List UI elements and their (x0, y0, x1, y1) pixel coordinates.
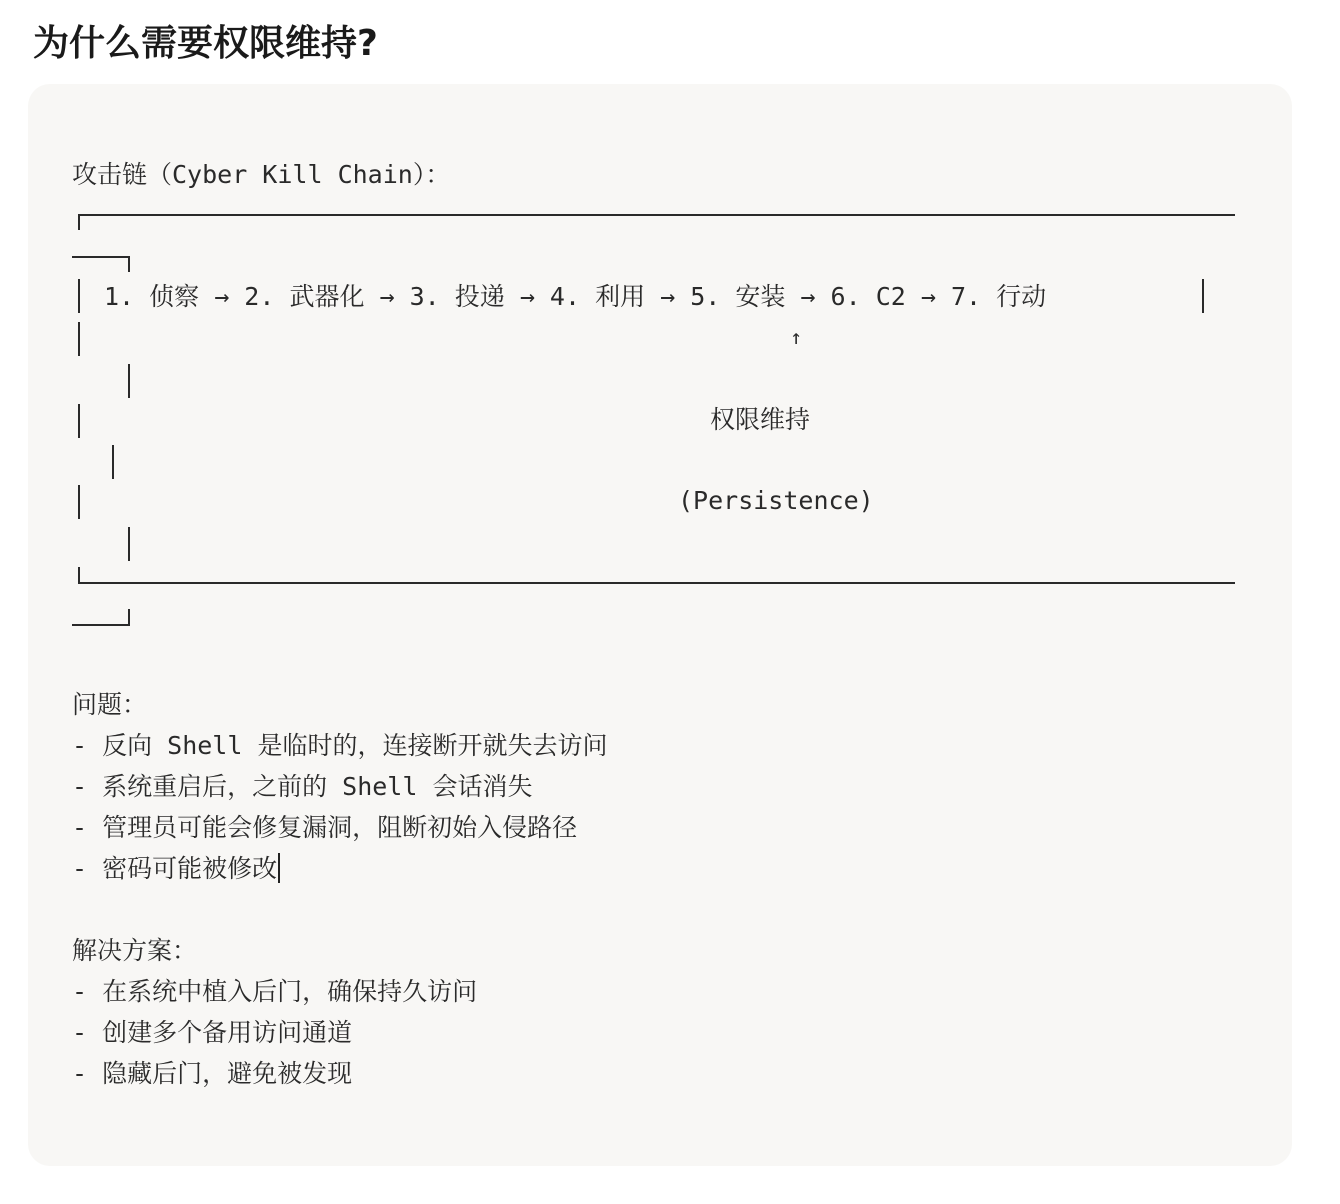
box-right-border (1202, 279, 1204, 313)
box-bottom-left-corner (78, 567, 80, 583)
box-right-border-wrap (128, 364, 130, 398)
problem-item: - 系统重启后，之前的 Shell 会话消失 (72, 772, 533, 801)
box-left-border (78, 322, 80, 356)
problem-item: - 反向 Shell 是临时的，连接断开就失去访问 (72, 731, 608, 760)
code-block[interactable] (28, 84, 1292, 1166)
box-top-left-corner (78, 214, 80, 230)
chain-steps: 1. 侦察 → 2. 武器化 → 3. 投递 → 4. 利用 → 5. 安装 → 6. C2 → 7. 行动 (104, 282, 1047, 311)
problem-item: - 管理员可能会修复漏洞，阻断初始入侵路径 (72, 813, 578, 842)
box-right-border-wrap (112, 445, 114, 479)
box-right-border-wrap (128, 527, 130, 561)
box-left-border (78, 279, 80, 313)
up-arrow: ↑ (790, 325, 803, 349)
box-top-border (78, 214, 1235, 216)
problem-item: - 密码可能被修改 (72, 854, 278, 883)
box-top-right-corner (128, 256, 130, 272)
chain-title: 攻击链（Cyber Kill Chain）： (72, 160, 451, 189)
box-bottom-right-corner (128, 609, 130, 625)
box-left-border (78, 404, 80, 438)
text-caret (278, 853, 280, 883)
box-bottom-border-wrap (72, 624, 130, 626)
box-bottom-border (78, 582, 1235, 584)
kill-chain-box (72, 214, 1242, 634)
page-heading: 为什么需要权限维持? (33, 23, 378, 64)
solution-item: - 创建多个备用访问通道 (72, 1018, 353, 1047)
box-left-border (78, 485, 80, 519)
solutions-title: 解决方案： (72, 936, 198, 965)
solution-item: - 隐藏后门，避免被发现 (72, 1059, 353, 1088)
persistence-label: 权限维持 (710, 405, 811, 434)
problems-title: 问题： (72, 690, 148, 719)
persistence-english: (Persistence) (678, 486, 874, 515)
problem-item-with-caret[interactable] (72, 848, 280, 889)
box-top-border-wrap (72, 256, 130, 258)
solution-item: - 在系统中植入后门，确保持久访问 (72, 977, 478, 1006)
